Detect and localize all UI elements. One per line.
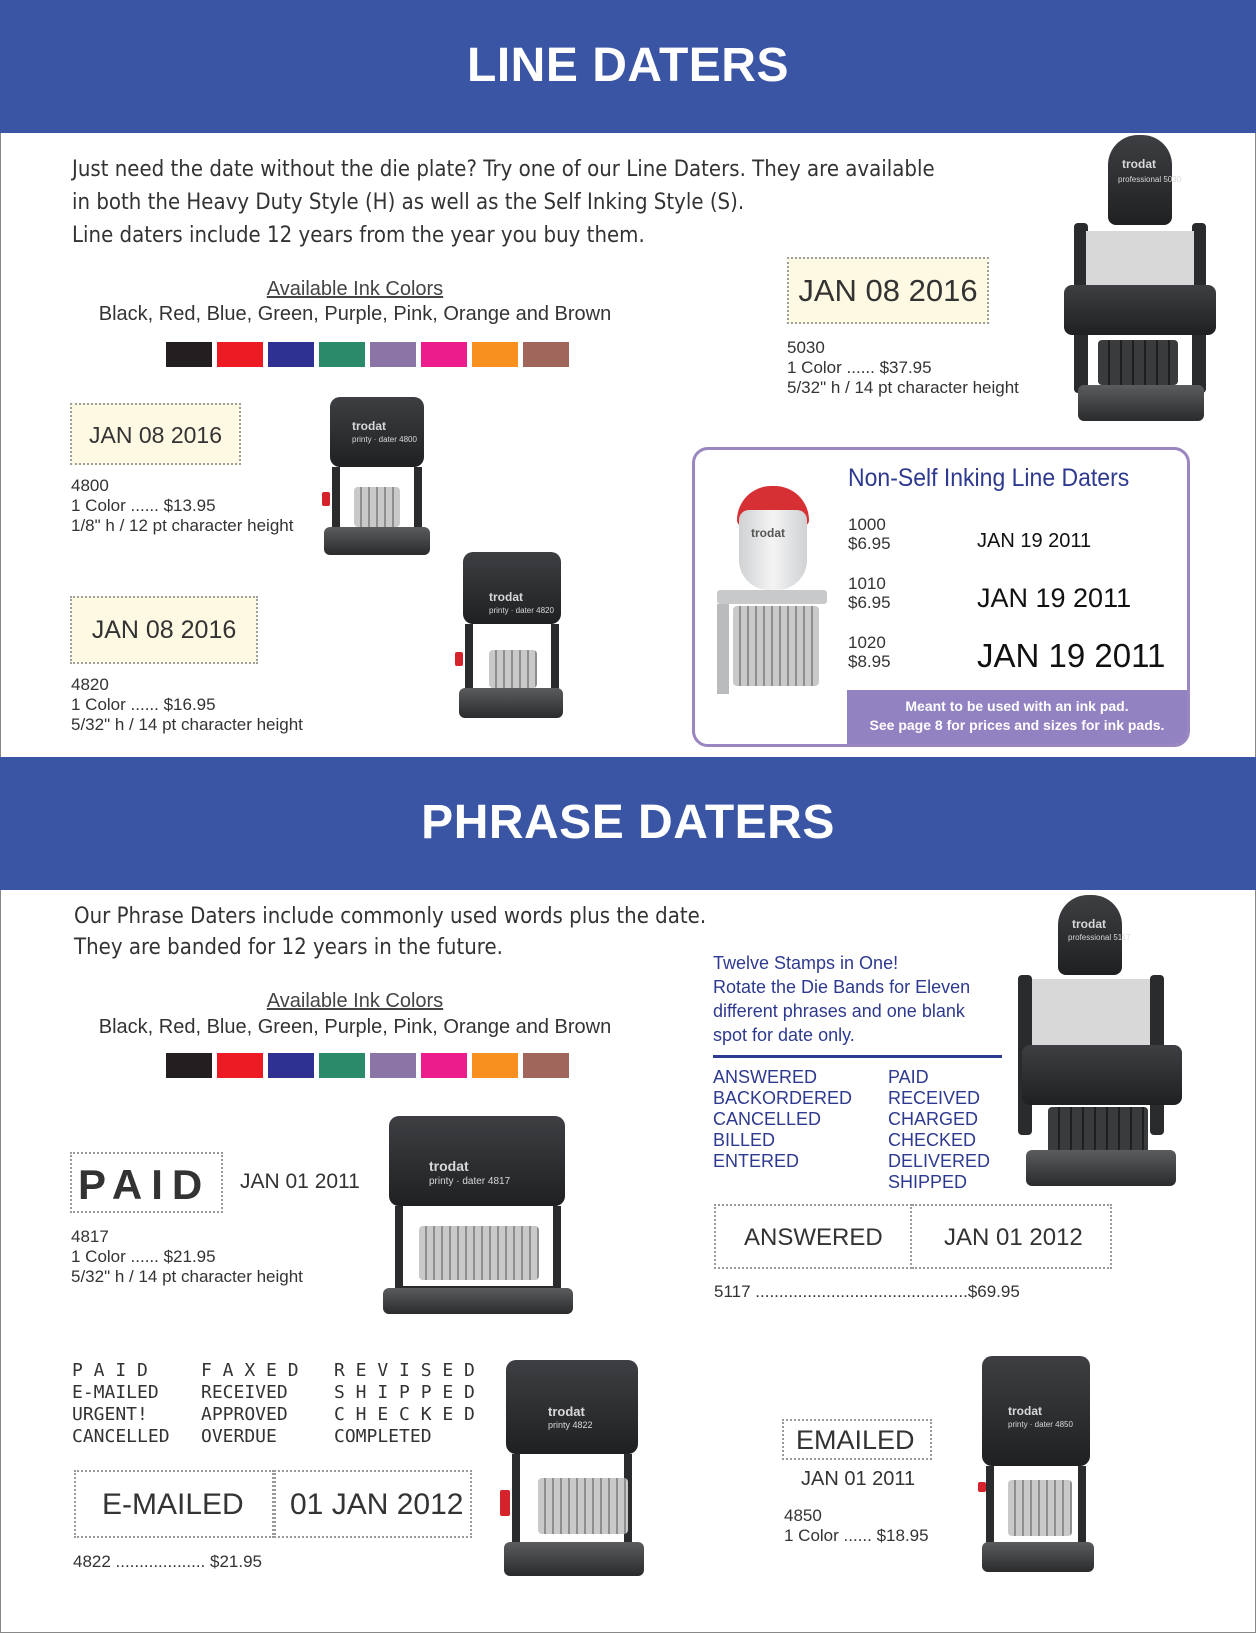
intro-line: They are banded for 12 years in the future. (74, 935, 503, 960)
char-height: 5/32" h / 14 pt character height (71, 715, 303, 734)
price: 1 Color ...... $16.95 (71, 695, 216, 714)
phrase-item: CHECKED (888, 1130, 977, 1150)
phrase-item: E-MAILED (72, 1382, 159, 1403)
ink-swatch (319, 342, 365, 367)
sample-phrase: EMAILED (796, 1425, 915, 1455)
phrase-item: F A X E D (201, 1360, 299, 1381)
phrase-item: RECEIVED (888, 1088, 981, 1108)
spec-4820 (71, 675, 303, 735)
sample-impression-4820 (70, 596, 258, 664)
phrase-item: S H I P P E D (334, 1382, 475, 1403)
line-daters-title: LINE DATERS (467, 39, 789, 92)
ink-swatch (217, 342, 263, 367)
model-number: 4820 (71, 675, 109, 694)
phrase-item: ANSWERED (713, 1067, 818, 1087)
price: 1 Color ...... $18.95 (784, 1526, 929, 1545)
phrase-item: BACKORDERED (713, 1088, 853, 1108)
phrase-list-col3 (334, 1360, 475, 1448)
model-number: 4817 (71, 1227, 109, 1246)
spec-5030 (787, 338, 1019, 398)
model-number: 4800 (71, 476, 109, 495)
twelve-stamps-blurb (713, 951, 970, 1047)
ink-swatch (421, 1053, 467, 1078)
model-number: 4850 (784, 1506, 822, 1525)
phrase-item: DELIVERED (888, 1151, 991, 1171)
note-line: See page 8 for prices and sizes for ink pads. (869, 717, 1165, 733)
intro-line: in both the Heavy Duty Style (H) as well as the Self Inking Style (S). (72, 190, 745, 215)
phrase-item: APPROVED (201, 1404, 288, 1425)
sample-phrase: E-MAILED (102, 1488, 244, 1521)
ink-swatch (472, 1053, 518, 1078)
ink-swatch (268, 1053, 314, 1078)
char-height: 5/32" h / 14 pt character height (787, 378, 1019, 397)
divider (713, 1055, 1002, 1058)
line-daters-banner (0, 0, 1256, 133)
ink-colors-title: Available Ink Colors (266, 278, 444, 300)
ink-swatch (370, 342, 416, 367)
stamp-image-4817: trodat printy · dater 4817 (383, 1116, 573, 1316)
phrase-item: COMPLETED (334, 1426, 432, 1447)
phrase-item: P A I D (72, 1360, 148, 1381)
phrase-daters-banner (0, 757, 1256, 890)
phrase-item: R E V I S E D (334, 1360, 475, 1381)
ink-swatch (523, 1053, 569, 1078)
char-height: 5/32" h / 14 pt character height (71, 1267, 303, 1286)
intro-line: Line daters include 12 years from the year you buy them. (72, 223, 645, 248)
price-4822: 4822 ................... $21.95 (73, 1552, 263, 1571)
spec-4817 (71, 1227, 303, 1287)
price: $6.95 (848, 593, 891, 612)
phrase-item: CHARGED (888, 1109, 979, 1129)
model-number: 5030 (787, 338, 825, 357)
phrase-daters-title: PHRASE DATERS (421, 796, 835, 849)
phrase-item: PAID (888, 1067, 929, 1087)
sample-phrase: ANSWERED (744, 1224, 883, 1251)
price: $8.95 (848, 652, 891, 671)
price: $6.95 (848, 534, 891, 553)
model-number: 1010 (848, 574, 886, 593)
intro-line: Our Phrase Daters include commonly used words plus the date. (74, 904, 707, 929)
sample-impression-4822-date (274, 1470, 472, 1538)
non-self-inking-title: Non-Self Inking Line Daters (848, 464, 1130, 492)
sample-date: JAN 08 2016 (91, 616, 237, 644)
stamp-image-5030: trodat professional 5030 (1058, 135, 1218, 425)
sample-date: JAN 01 2012 (944, 1224, 1083, 1251)
phrase-item: ENTERED (713, 1151, 800, 1171)
phrase-item: C H E C K E D (334, 1404, 475, 1425)
stamp-image-4800: trodat printy · dater 4800 (322, 397, 432, 557)
sample-phrase: PAID (78, 1161, 212, 1208)
ink-pad-note (847, 690, 1187, 744)
intro-line: Just need the date without the die plate? Try one of our Line Daters. They are available (72, 157, 935, 182)
sample-date-1000: JAN 19 2011 (977, 530, 1092, 552)
sample-impression-5117-phrase (714, 1204, 912, 1269)
price: 1 Color ...... $13.95 (71, 496, 216, 515)
ink-colors-title: Available Ink Colors (266, 990, 444, 1012)
ink-colors-list: Black, Red, Blue, Green, Purple, Pink, Orange and Brown (98, 303, 612, 325)
ink-swatch (217, 1053, 263, 1078)
model-number: 1000 (848, 515, 886, 534)
ink-swatch (421, 342, 467, 367)
ink-swatch (523, 342, 569, 367)
sample-date: JAN 01 2011 (240, 1170, 360, 1193)
sample-impression-5030 (787, 257, 989, 324)
ink-swatches (166, 1053, 569, 1078)
sample-impression-4822-phrase (74, 1470, 274, 1538)
model-1000 (848, 515, 891, 553)
stamp-image-4850: trodat printy · dater 4850 (978, 1356, 1096, 1574)
stamp-image-5117: trodat professional 5117 (1018, 895, 1186, 1190)
ink-swatch (319, 1053, 365, 1078)
ink-swatch (166, 342, 212, 367)
note-line: Meant to be used with an ink pad. (905, 698, 1129, 714)
ink-swatch (472, 342, 518, 367)
price: 1 Color ...... $21.95 (71, 1247, 216, 1266)
char-height: 1/8" h / 12 pt character height (71, 516, 294, 535)
sample-impression-4800 (70, 403, 241, 465)
sample-date: JAN 01 2011 (801, 1468, 916, 1490)
phrase-list-col1 (72, 1360, 170, 1448)
non-self-inking-panel (692, 447, 1190, 747)
line-daters-intro (72, 153, 935, 252)
spec-4850 (784, 1506, 929, 1546)
phrase-item: BILLED (713, 1130, 776, 1150)
sample-impression-4817 (70, 1152, 223, 1213)
model-1020 (848, 633, 891, 671)
phrase-item: OVERDUE (201, 1426, 277, 1447)
phrase-item: RECEIVED (201, 1382, 288, 1403)
phrase-item: CANCELLED (713, 1109, 822, 1129)
sample-date-1020: JAN 19 2011 (977, 637, 1166, 674)
stamp-image-1000: trodat (713, 480, 833, 720)
ink-swatch (166, 1053, 212, 1078)
ink-swatch (370, 1053, 416, 1078)
stamp-image-4822: trodat printy 4822 (498, 1360, 648, 1580)
ink-swatches (166, 342, 569, 367)
model-1010 (848, 574, 891, 612)
stamp-image-4820: trodat printy · dater 4820 (455, 552, 567, 720)
blurb-line: different phrases and one blank (713, 1001, 965, 1021)
phrase-item: URGENT! (72, 1404, 148, 1425)
sample-impression-5117-date (912, 1204, 1112, 1269)
blurb-line: Rotate the Die Bands for Eleven (713, 977, 971, 997)
phrase-item: SHIPPED (888, 1172, 968, 1192)
model-number: 1020 (848, 633, 886, 652)
sample-date: JAN 08 2016 (89, 422, 222, 448)
spec-4800 (71, 476, 293, 536)
sample-date: 01 JAN 2012 (290, 1488, 464, 1521)
sample-date: JAN 08 2016 (798, 273, 978, 308)
phrase-item: CANCELLED (72, 1426, 170, 1447)
phrase-list-col1 (713, 1067, 852, 1172)
blurb-line: spot for date only. (713, 1025, 855, 1045)
sample-date-1010: JAN 19 2011 (977, 583, 1132, 613)
price: 1 Color ...... $37.95 (787, 358, 932, 377)
phrase-list-col2 (201, 1360, 299, 1448)
phrase-list-col2 (888, 1067, 990, 1193)
ink-colors-list: Black, Red, Blue, Green, Purple, Pink, Orange and Brown (98, 1016, 612, 1038)
ink-swatch (268, 342, 314, 367)
sample-impression-4850 (782, 1419, 932, 1460)
phrase-daters-intro (74, 901, 706, 963)
price-5117: 5117 .............................................$69.95 (714, 1282, 1020, 1301)
blurb-line: Twelve Stamps in One! (713, 953, 899, 973)
